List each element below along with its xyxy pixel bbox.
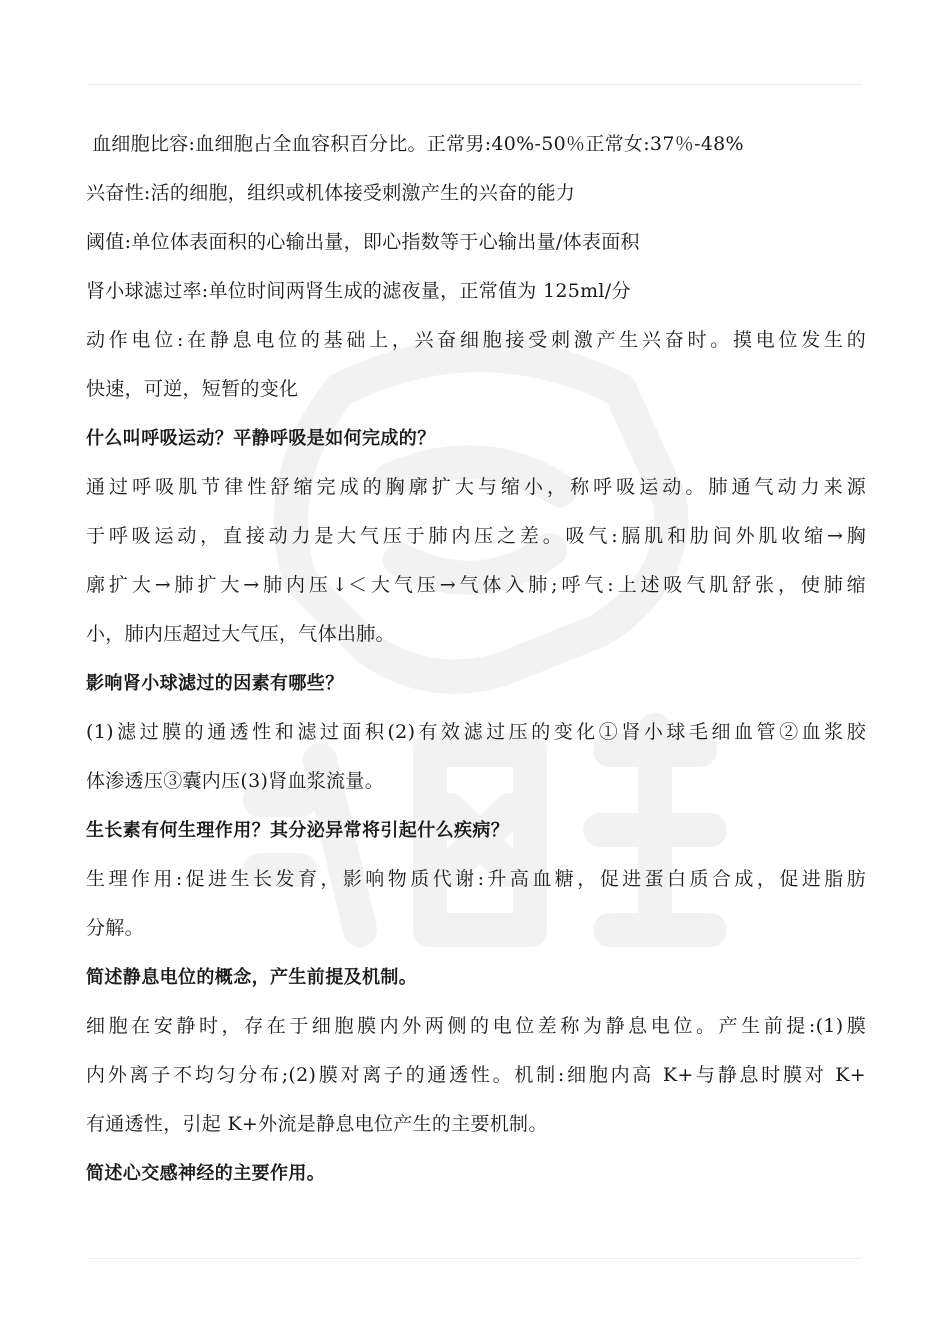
answer-growth-hormone-line: 生理作用:促进生长发育，影响物质代谢:升高血糖，促进蛋白质合成，促进脂肪 xyxy=(86,868,866,890)
answer-resting-potential-line: 细胞在安静时，存在于细胞膜内外两侧的电位差称为静息电位。产生前提:(1)膜 xyxy=(86,1015,866,1037)
definition-gfr: 肾小球滤过率:单位时间两肾生成的滤夜量，正常值为 125ml/分 xyxy=(86,280,631,302)
answer-respiration-line: 廓扩大→肺扩大→肺内压↓＜大气压→气体入肺;呼气:上述吸气肌舒张，使肺缩 xyxy=(86,574,866,596)
answer-glomerular-filtration-line: (1)滤过膜的通透性和滤过面积(2)有效滤过压的变化①肾小球毛细血管②血浆胶 xyxy=(86,721,866,743)
question-respiration: 什么叫呼吸运动？平静呼吸是如何完成的？ xyxy=(86,428,436,449)
answer-respiration-line: 于呼吸运动，直接动力是大气压于肺内压之差。吸气:膈肌和肋间外肌收缩→胸 xyxy=(86,525,866,547)
question-cardiac-sympathetic: 简述心交感神经的主要作用。 xyxy=(86,1163,326,1184)
question-growth-hormone: 生长素有何生理作用？其分泌异常将引起什么疾病？ xyxy=(86,820,510,841)
question-resting-potential: 简述静息电位的概念，产生前提及机制。 xyxy=(86,967,418,988)
footer-rule xyxy=(88,1258,862,1259)
document-body xyxy=(86,120,866,1198)
definition-hematocrit: 血细胞比容:血细胞占全血容积百分比。正常男:40%-50％正常女:37％-48% xyxy=(92,133,744,155)
definition-action-potential: 动作电位:在静息电位的基础上，兴奋细胞接受刺激产生兴奋时。摸电位发生的 xyxy=(86,329,866,351)
definition-action-potential-cont: 快速，可逆，短暂的变化 xyxy=(86,378,299,400)
answer-resting-potential-line: 有通透性，引起 K+外流是静息电位产生的主要机制。 xyxy=(86,1113,548,1135)
answer-glomerular-filtration-line: 体渗透压③囊内压(3)肾血浆流量。 xyxy=(86,770,385,792)
answer-resting-potential-line: 内外离子不均匀分布;(2)膜对离子的通透性。机制:细胞内高 K+与静息时膜对 K+ xyxy=(86,1064,866,1086)
definition-excitability: 兴奋性:活的细胞，组织或机体接受刺激产生的兴奋的能力 xyxy=(86,182,576,204)
question-glomerular-filtration: 影响肾小球滤过的因素有哪些？ xyxy=(86,673,344,694)
header-rule xyxy=(88,84,862,85)
answer-growth-hormone-line: 分解。 xyxy=(86,917,144,939)
answer-respiration-line: 小，肺内压超过大气压，气体出肺。 xyxy=(86,623,395,645)
definition-threshold: 阈值:单位体表面积的心输出量，即心指数等于心输出量/体表面积 xyxy=(86,231,640,253)
answer-respiration-line: 通过呼吸肌节律性舒缩完成的胸廓扩大与缩小，称呼吸运动。肺通气动力来源 xyxy=(86,476,866,498)
